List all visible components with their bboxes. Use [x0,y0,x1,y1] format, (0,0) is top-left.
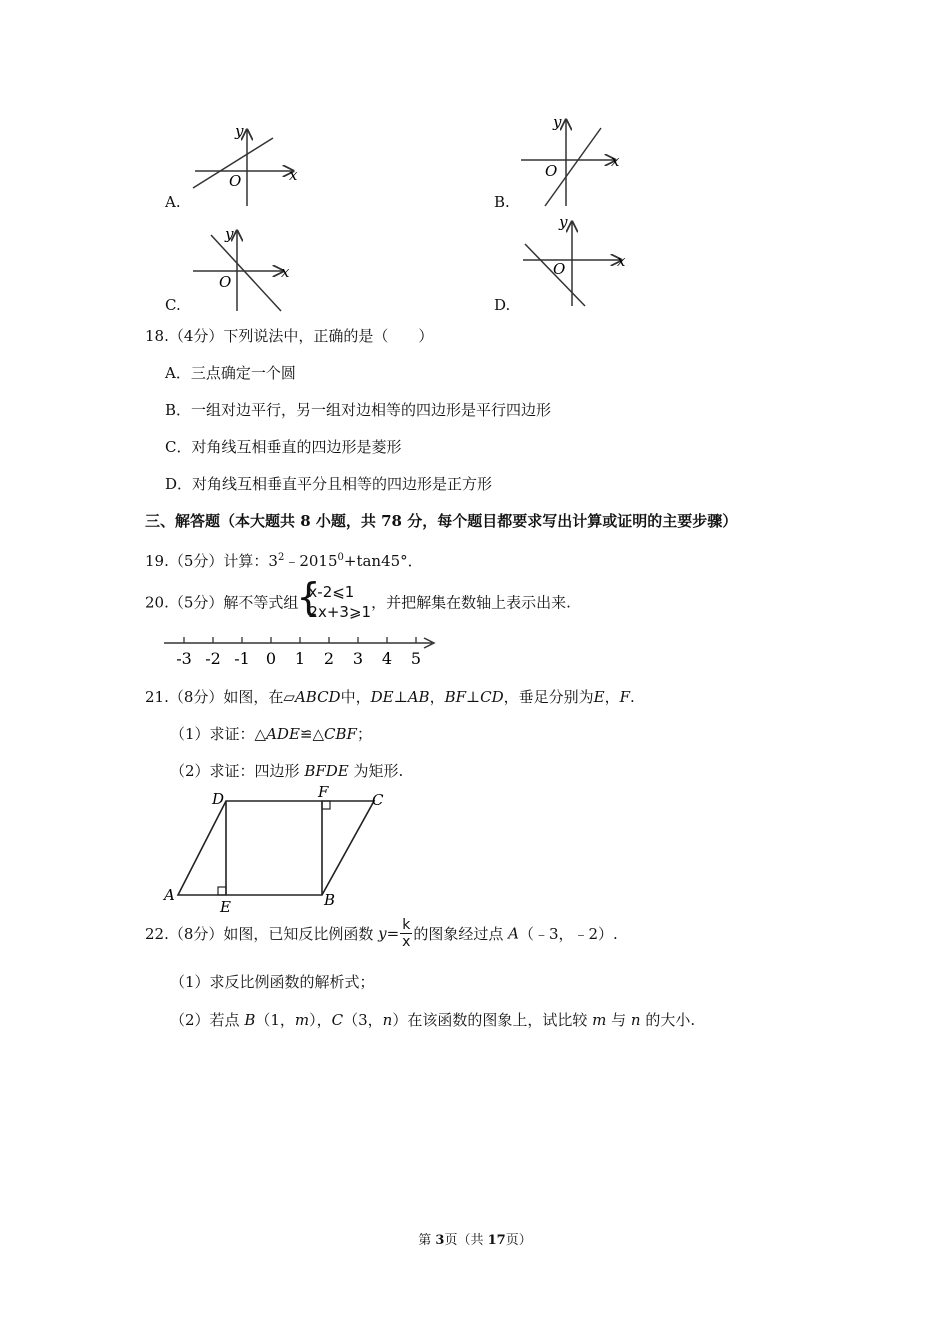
vertex-c: C [372,791,384,809]
graph-option-c [185,225,315,315]
option-d-label: D. [494,296,511,314]
vertex-b: B [324,891,336,909]
svg-text:O: O [219,273,232,291]
option-a-label: A. [165,193,181,211]
number-line-label: -2 [205,649,221,668]
svg-text:y: y [553,113,562,131]
svg-text:O: O [553,260,566,278]
q21-stem: 21.（8分）如图，在▱ABCD中，DE⊥AB，BF⊥CD，垂足分别为E，F. [145,688,635,706]
svg-text:x: x [617,252,626,270]
option-c-label: C. [165,296,181,314]
section-heading: 三、解答题（本大题共 8 小题，共 78 分，每个题目都要求写出计算或证明的主要步骤） [145,512,738,530]
graph-option-a [185,118,315,210]
vertex-d: D [212,790,225,808]
svg-text:y: y [225,225,234,243]
parallelogram-figure [160,782,400,918]
inequality-system: { x-2⩽1 2x+3⩾1 [296,575,372,621]
number-line-label: 0 [265,649,277,668]
q18-option-a: A．三点确定一个圆 [165,364,296,382]
q18-stem: 18.（4分）下列说法中，正确的是（ ） [145,327,434,345]
q21-sub2: （2）求证：四边形 BFDE 为矩形. [170,762,404,780]
q22-stem: 22.（8分）如图，已知反比例函数 y= $\frac{k}{x}$ 的图象经过点 A（﹣3，﹣2）. [145,917,618,950]
fraction-k-over-x: $\frac{k}{x}$ [402,917,411,950]
option-b-label: B. [494,193,510,211]
origin-label: O [229,172,242,190]
q18-option-b: B．一组对边平行，另一组对边相等的四边形是平行四边形 [165,401,552,419]
q18-option-c: C．对角线互相垂直的四边形是菱形 [165,438,402,456]
vertex-f: F [318,783,329,801]
q20-stem: 20.（5分）解不等式组 { x-2⩽1 2x+3⩾1 ，并把解集在数轴上表示出来. [145,575,571,621]
q22-sub1: （1）求反比例函数的解析式； [170,973,375,991]
number-line-label: 2 [323,649,335,668]
q22-sub2: （2）若点 B（1，m），C（3，n）在该函数的图象上，试比较 m 与 n 的大小. [170,1011,696,1029]
number-line [162,632,442,670]
axis-x-label: x [289,166,298,184]
svg-text:y: y [559,213,568,231]
graph-option-d [515,212,645,310]
q21-sub1: （1）求证：△ADE≌△CBF； [170,725,372,743]
svg-text:O: O [545,162,558,180]
page-footer: 第 3页（共 17页） [418,1233,532,1248]
q19-stem: 19.（5分）计算：$3^2﹣2015^0+\tan 45^\circ$． [145,552,423,570]
number-line-label: 5 [410,649,422,668]
svg-text:x: x [611,152,620,170]
q18-option-d: D．对角线互相垂直平分且相等的四边形是正方形 [165,475,493,493]
svg-text:x: x [281,263,290,281]
number-line-label: 1 [294,649,306,668]
number-line-label: -3 [176,649,192,668]
axis-y-label: y [235,122,244,140]
graph-option-b [515,112,645,208]
vertex-e: E [220,898,231,916]
number-line-label: 4 [381,649,393,668]
vertex-a: A [164,886,175,904]
number-line-label: -1 [234,649,250,668]
number-line-label: 3 [352,649,364,668]
